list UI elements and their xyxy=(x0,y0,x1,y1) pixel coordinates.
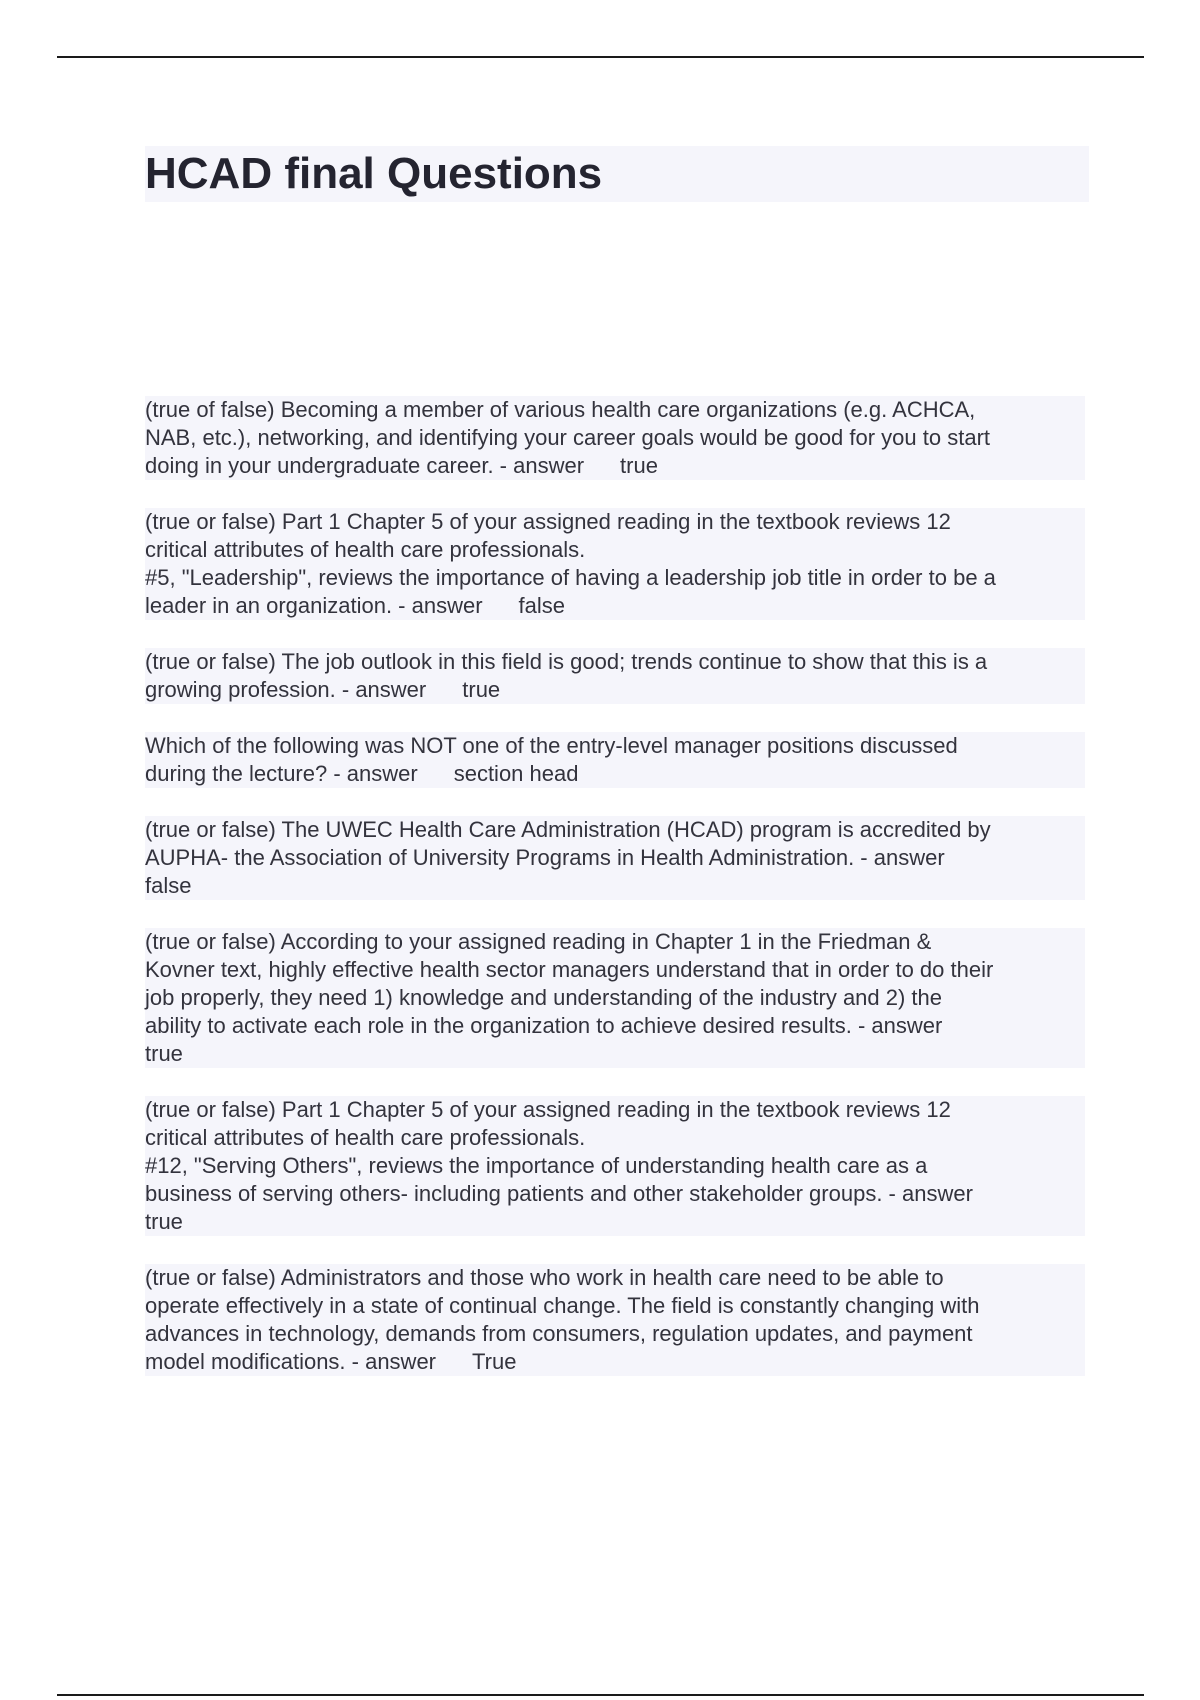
question-line: (true or false) Part 1 Chapter 5 of your assigned reading in the textbook reviews 12 xyxy=(145,1097,951,1122)
question-item xyxy=(145,816,1085,900)
question-item xyxy=(145,648,1085,704)
answer-value: true xyxy=(145,1041,183,1066)
question-line: business of serving others- including patients and other stakeholder groups. - answer xyxy=(145,1181,973,1206)
question-line: Which of the following was NOT one of the entry-level manager positions discussed xyxy=(145,733,958,758)
question-line: advances in technology, demands from consumers, regulation updates, and payment xyxy=(145,1321,973,1346)
question-line: (true or false) According to your assigned reading in Chapter 1 in the Friedman & xyxy=(145,929,932,954)
question-line: operate effectively in a state of continual change. The field is constantly changing with xyxy=(145,1293,980,1318)
question-line: Kovner text, highly effective health sector managers understand that in order to do their xyxy=(145,957,994,982)
question-line xyxy=(145,592,1081,620)
question-text: growing profession. - answer xyxy=(145,677,427,702)
answer-value: true xyxy=(620,453,658,478)
question-line xyxy=(145,1348,1081,1376)
question-line: ability to activate each role in the organization to achieve desired results. - answer xyxy=(145,1013,943,1038)
answer-value: false xyxy=(518,593,566,618)
answer-value: true xyxy=(145,1209,183,1234)
question-line: (true or false) Part 1 Chapter 5 of your assigned reading in the textbook reviews 12 xyxy=(145,509,951,534)
question-item xyxy=(145,508,1085,620)
question-item xyxy=(145,396,1085,480)
question-line xyxy=(145,760,1081,788)
answer-value: True xyxy=(472,1349,517,1374)
bottom-divider xyxy=(57,1694,1144,1696)
question-line: (true or false) The job outlook in this field is good; trends continue to show that this is a xyxy=(145,649,988,674)
question-text: model modifications. - answer xyxy=(145,1349,437,1374)
question-item xyxy=(145,928,1085,1068)
question-line: job properly, they need 1) knowledge and understanding of the industry and 2) the xyxy=(145,985,943,1010)
question-line: AUPHA- the Association of University Programs in Health Administration. - answer xyxy=(145,845,945,870)
question-text: leader in an organization. - answer xyxy=(145,593,483,618)
question-item xyxy=(145,1264,1085,1376)
answer-value: false xyxy=(145,873,192,898)
question-line xyxy=(145,676,1081,704)
question-text: doing in your undergraduate career. - answer xyxy=(145,453,585,478)
question-line: (true of false) Becoming a member of various health care organizations (e.g. ACHCA, xyxy=(145,397,976,422)
question-line: NAB, etc.), networking, and identifying your career goals would be good for you to start xyxy=(145,425,991,450)
question-text: during the lecture? - answer xyxy=(145,761,418,786)
question-line: critical attributes of health care professionals. xyxy=(145,1125,586,1150)
question-line: #12, "Serving Others", reviews the importance of understanding health care as a xyxy=(145,1153,928,1178)
question-item xyxy=(145,1096,1085,1236)
question-line: critical attributes of health care professionals. xyxy=(145,537,586,562)
question-list xyxy=(145,396,1085,1404)
answer-value: section head xyxy=(453,761,579,786)
question-line: (true or false) The UWEC Health Care Administration (HCAD) program is accredited by xyxy=(145,817,991,842)
document-title: HCAD final Questions xyxy=(145,146,1089,202)
question-item xyxy=(145,732,1085,788)
question-line xyxy=(145,452,1081,480)
top-divider xyxy=(57,56,1144,58)
question-line: (true or false) Administrators and those who work in health care need to be able to xyxy=(145,1265,944,1290)
answer-value: true xyxy=(462,677,501,702)
question-line: #5, "Leadership", reviews the importance of having a leadership job title in order to be a xyxy=(145,565,996,590)
